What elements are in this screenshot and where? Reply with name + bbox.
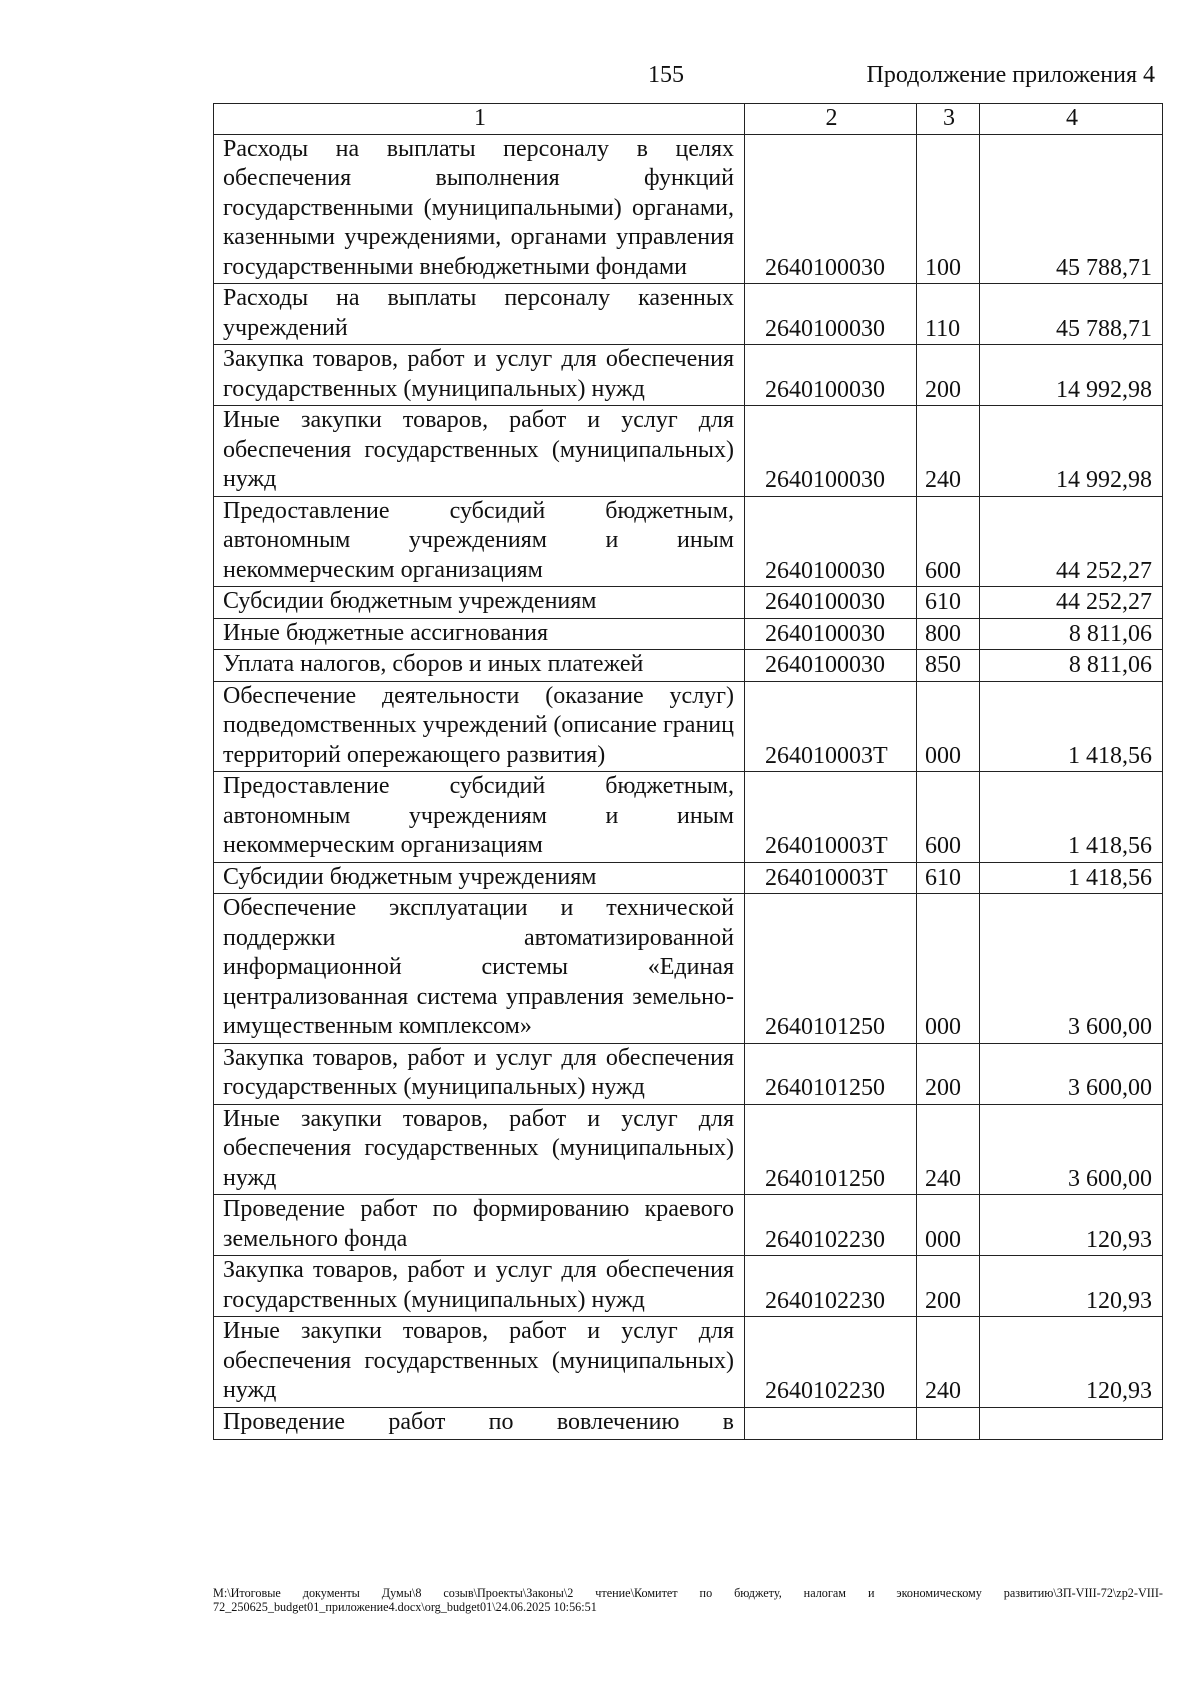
row-expense-type: 000 [917, 1195, 980, 1256]
file-path-line-1: M:\Итоговые документы Думы\8 созыв\Проекты\Законы\2 чтение\Комитет по бюджету, налогам и экономическому развитию\ЗП-VIII-72\zp2-VIII- [213, 1586, 1163, 1600]
table-row [214, 862, 1163, 894]
file-path-line-2: 72_250625_budget01_приложение4.docx\org_budget01\24.06.2025 10:56:51 [213, 1600, 597, 1614]
row-description: Закупка товаров, работ и услуг для обеспечения государственных (муниципальных) нужд [214, 1043, 745, 1104]
row-expense-type: 610 [917, 862, 980, 894]
row-expense-type: 240 [917, 1104, 980, 1195]
row-amount: 120,93 [980, 1317, 1163, 1408]
row-expense-type: 240 [917, 406, 980, 497]
row-amount: 45 788,71 [980, 284, 1163, 345]
row-code: 2640100030 [745, 284, 917, 345]
row-description: Предоставление субсидий бюджетным, автономным учреждениям и иным некоммерческим организациям [214, 496, 745, 587]
row-amount [980, 1407, 1163, 1439]
row-expense-type: 610 [917, 587, 980, 619]
column-header-2: 2 [745, 104, 917, 135]
row-amount: 45 788,71 [980, 134, 1163, 284]
row-code: 2640101250 [745, 1104, 917, 1195]
row-description: Обеспечение эксплуатации и технической поддержки автоматизированной информационной системы «Единая централизованная система управления земельно-имущественным комплексом» [214, 894, 745, 1044]
column-header-row [214, 104, 1163, 135]
table-row [214, 406, 1163, 497]
row-code: 2640101250 [745, 894, 917, 1044]
row-description: Иные закупки товаров, работ и услуг для обеспечения государственных (муниципальных) нужд [214, 1317, 745, 1408]
table-row [214, 1043, 1163, 1104]
column-header-1: 1 [214, 104, 745, 135]
row-amount: 14 992,98 [980, 406, 1163, 497]
row-code: 2640100030 [745, 345, 917, 406]
appendix-label: Продолжение приложения 4 [866, 62, 1155, 88]
row-description: Уплата налогов, сборов и иных платежей [214, 650, 745, 682]
row-amount: 3 600,00 [980, 1043, 1163, 1104]
row-amount: 1 418,56 [980, 772, 1163, 863]
row-expense-type: 000 [917, 681, 980, 772]
row-code: 2640102230 [745, 1256, 917, 1317]
row-code: 2640100030 [745, 650, 917, 682]
table-row [214, 1407, 1163, 1439]
row-code: 2640100030 [745, 496, 917, 587]
page-number: 155 [648, 62, 684, 88]
row-expense-type: 110 [917, 284, 980, 345]
row-amount: 120,93 [980, 1195, 1163, 1256]
row-description: Закупка товаров, работ и услуг для обеспечения государственных (муниципальных) нужд [214, 1256, 745, 1317]
row-expense-type: 200 [917, 345, 980, 406]
row-code [745, 1407, 917, 1439]
table-row [214, 772, 1163, 863]
row-description: Обеспечение деятельности (оказание услуг) подведомственных учреждений (описание границ территорий опережающего развития) [214, 681, 745, 772]
row-amount: 1 418,56 [980, 862, 1163, 894]
budget-table-body [214, 104, 1163, 1440]
row-expense-type: 600 [917, 496, 980, 587]
row-description: Проведение работ по формированию краевого земельного фонда [214, 1195, 745, 1256]
row-description: Иные бюджетные ассигнования [214, 618, 745, 650]
row-code: 2640100030 [745, 618, 917, 650]
row-amount: 120,93 [980, 1256, 1163, 1317]
table-row [214, 1317, 1163, 1408]
row-amount: 8 811,06 [980, 650, 1163, 682]
row-amount: 14 992,98 [980, 345, 1163, 406]
table-row [214, 681, 1163, 772]
row-description: Предоставление субсидий бюджетным, автономным учреждениям и иным некоммерческим организациям [214, 772, 745, 863]
column-header-3: 3 [917, 104, 980, 135]
row-expense-type: 000 [917, 894, 980, 1044]
row-expense-type: 240 [917, 1317, 980, 1408]
row-code: 2640100030 [745, 134, 917, 284]
budget-table [213, 103, 1163, 1440]
row-code: 2640100030 [745, 587, 917, 619]
row-expense-type: 100 [917, 134, 980, 284]
table-row [214, 1104, 1163, 1195]
row-amount: 44 252,27 [980, 496, 1163, 587]
row-description: Проведение работ по вовлечению в [214, 1407, 745, 1439]
row-description: Закупка товаров, работ и услуг для обеспечения государственных (муниципальных) нужд [214, 345, 745, 406]
table-row [214, 345, 1163, 406]
row-expense-type: 850 [917, 650, 980, 682]
table-row [214, 284, 1163, 345]
row-code: 264010003Т [745, 862, 917, 894]
row-code: 2640102230 [745, 1317, 917, 1408]
row-amount: 8 811,06 [980, 618, 1163, 650]
table-row [214, 496, 1163, 587]
row-description: Субсидии бюджетным учреждениям [214, 587, 745, 619]
row-description: Расходы на выплаты персоналу в целях обеспечения выполнения функций государственными (муниципальными) органами, казенными учреждениями, органами управления государственными внебюджетными фондами [214, 134, 745, 284]
row-description: Субсидии бюджетным учреждениям [214, 862, 745, 894]
row-expense-type: 200 [917, 1043, 980, 1104]
row-amount: 3 600,00 [980, 1104, 1163, 1195]
table-row [214, 134, 1163, 284]
row-amount: 1 418,56 [980, 681, 1163, 772]
row-expense-type [917, 1407, 980, 1439]
table-row [214, 618, 1163, 650]
column-header-4: 4 [980, 104, 1163, 135]
row-expense-type: 600 [917, 772, 980, 863]
row-code: 2640100030 [745, 406, 917, 497]
row-description: Расходы на выплаты персоналу казенных учреждений [214, 284, 745, 345]
row-description: Иные закупки товаров, работ и услуг для обеспечения государственных (муниципальных) нужд [214, 1104, 745, 1195]
row-code: 264010003Т [745, 772, 917, 863]
row-description: Иные закупки товаров, работ и услуг для обеспечения государственных (муниципальных) нужд [214, 406, 745, 497]
row-expense-type: 800 [917, 618, 980, 650]
document-file-path [213, 1586, 1163, 1614]
table-row [214, 587, 1163, 619]
row-expense-type: 200 [917, 1256, 980, 1317]
table-row [214, 894, 1163, 1044]
row-amount: 44 252,27 [980, 587, 1163, 619]
table-row [214, 1195, 1163, 1256]
table-row [214, 1256, 1163, 1317]
row-amount: 3 600,00 [980, 894, 1163, 1044]
table-row [214, 650, 1163, 682]
row-code: 2640102230 [745, 1195, 917, 1256]
row-code: 264010003Т [745, 681, 917, 772]
row-code: 2640101250 [745, 1043, 917, 1104]
